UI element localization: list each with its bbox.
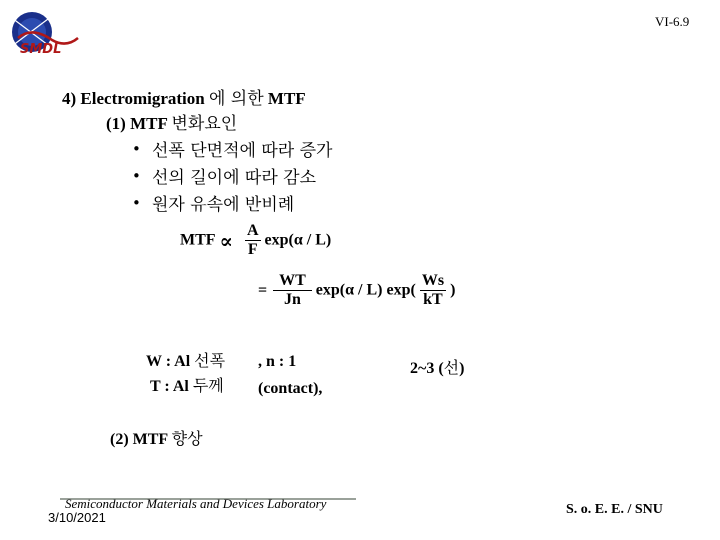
formula-lhs: MTF [180, 231, 216, 249]
logo-text: SMDL [20, 42, 62, 57]
fraction-wt-over-jn [273, 272, 312, 309]
bullet-icon: • [132, 193, 141, 212]
def-n: , n : 1 [258, 353, 297, 370]
fraction-numerator: A [246, 222, 259, 239]
bullet-item-flux [132, 190, 294, 215]
def-range-en: 2~3 ( [410, 360, 444, 377]
fraction-denominator: Jn [284, 291, 301, 308]
subheading-2-en: (2) MTF [110, 431, 168, 448]
formula-equals: = [258, 281, 268, 299]
subheading-2-kr: 향상 [171, 429, 203, 448]
fraction-ws-over-kt [420, 272, 446, 309]
formula-line-1 [180, 222, 331, 259]
section-heading [62, 84, 306, 109]
def-t [150, 373, 224, 396]
section-heading-kr: 에 의한 [208, 89, 264, 109]
lab-logo-graphic [8, 8, 82, 64]
footer-lab-name: Semiconductor Materials and Devices Laboratory [65, 496, 327, 511]
subheading-1-en: (1) MTF [106, 114, 168, 133]
def-w [146, 348, 225, 371]
def-contact: (contact), [258, 380, 323, 397]
subheading-1 [106, 109, 237, 134]
fraction-denominator: F [247, 241, 258, 258]
formula-line-2 [258, 272, 455, 309]
footer-affiliation: S. o. E. E. / SNU [566, 502, 663, 517]
def-w-kr: 선폭 [194, 351, 226, 370]
section-heading-tail: MTF [267, 89, 306, 108]
bullet-text: 선폭 단면적에 따라 증가 [152, 141, 333, 161]
def-t-kr: 두께 [192, 376, 224, 395]
bullet-item-length [132, 163, 316, 188]
fraction-a-over-f [245, 222, 261, 259]
bullet-icon: • [132, 166, 141, 185]
fraction-numerator: Ws [421, 272, 445, 289]
def-range [410, 355, 464, 378]
slide-number: VI-6.9 [655, 14, 690, 29]
bullet-item-width [132, 136, 332, 161]
bullet-text: 선의 길이에 따라 감소 [152, 168, 317, 188]
fraction-denominator: kT [423, 291, 443, 308]
fraction-numerator: WT [273, 272, 312, 291]
section-heading-en: 4) Electromigration [62, 89, 205, 108]
formula-exp-2: exp(α / L) exp( [315, 281, 416, 299]
def-range-close: ) [459, 360, 465, 377]
formula-exp-1: exp(α / L) [264, 231, 332, 249]
subheading-2 [110, 426, 203, 449]
bullet-icon: • [132, 139, 141, 158]
footer-date: 3/10/2021 [48, 510, 106, 525]
lab-logo [8, 8, 82, 64]
subheading-1-kr: 변화요인 [171, 114, 238, 134]
def-range-kr: 선 [443, 358, 460, 377]
formula-close-paren: ) [450, 281, 456, 299]
bullet-text: 원자 유속에 반비례 [152, 195, 295, 215]
def-w-en: W : Al [146, 353, 191, 370]
proportional-symbol: ∝ [219, 228, 233, 253]
def-t-en: T : Al [150, 378, 189, 395]
